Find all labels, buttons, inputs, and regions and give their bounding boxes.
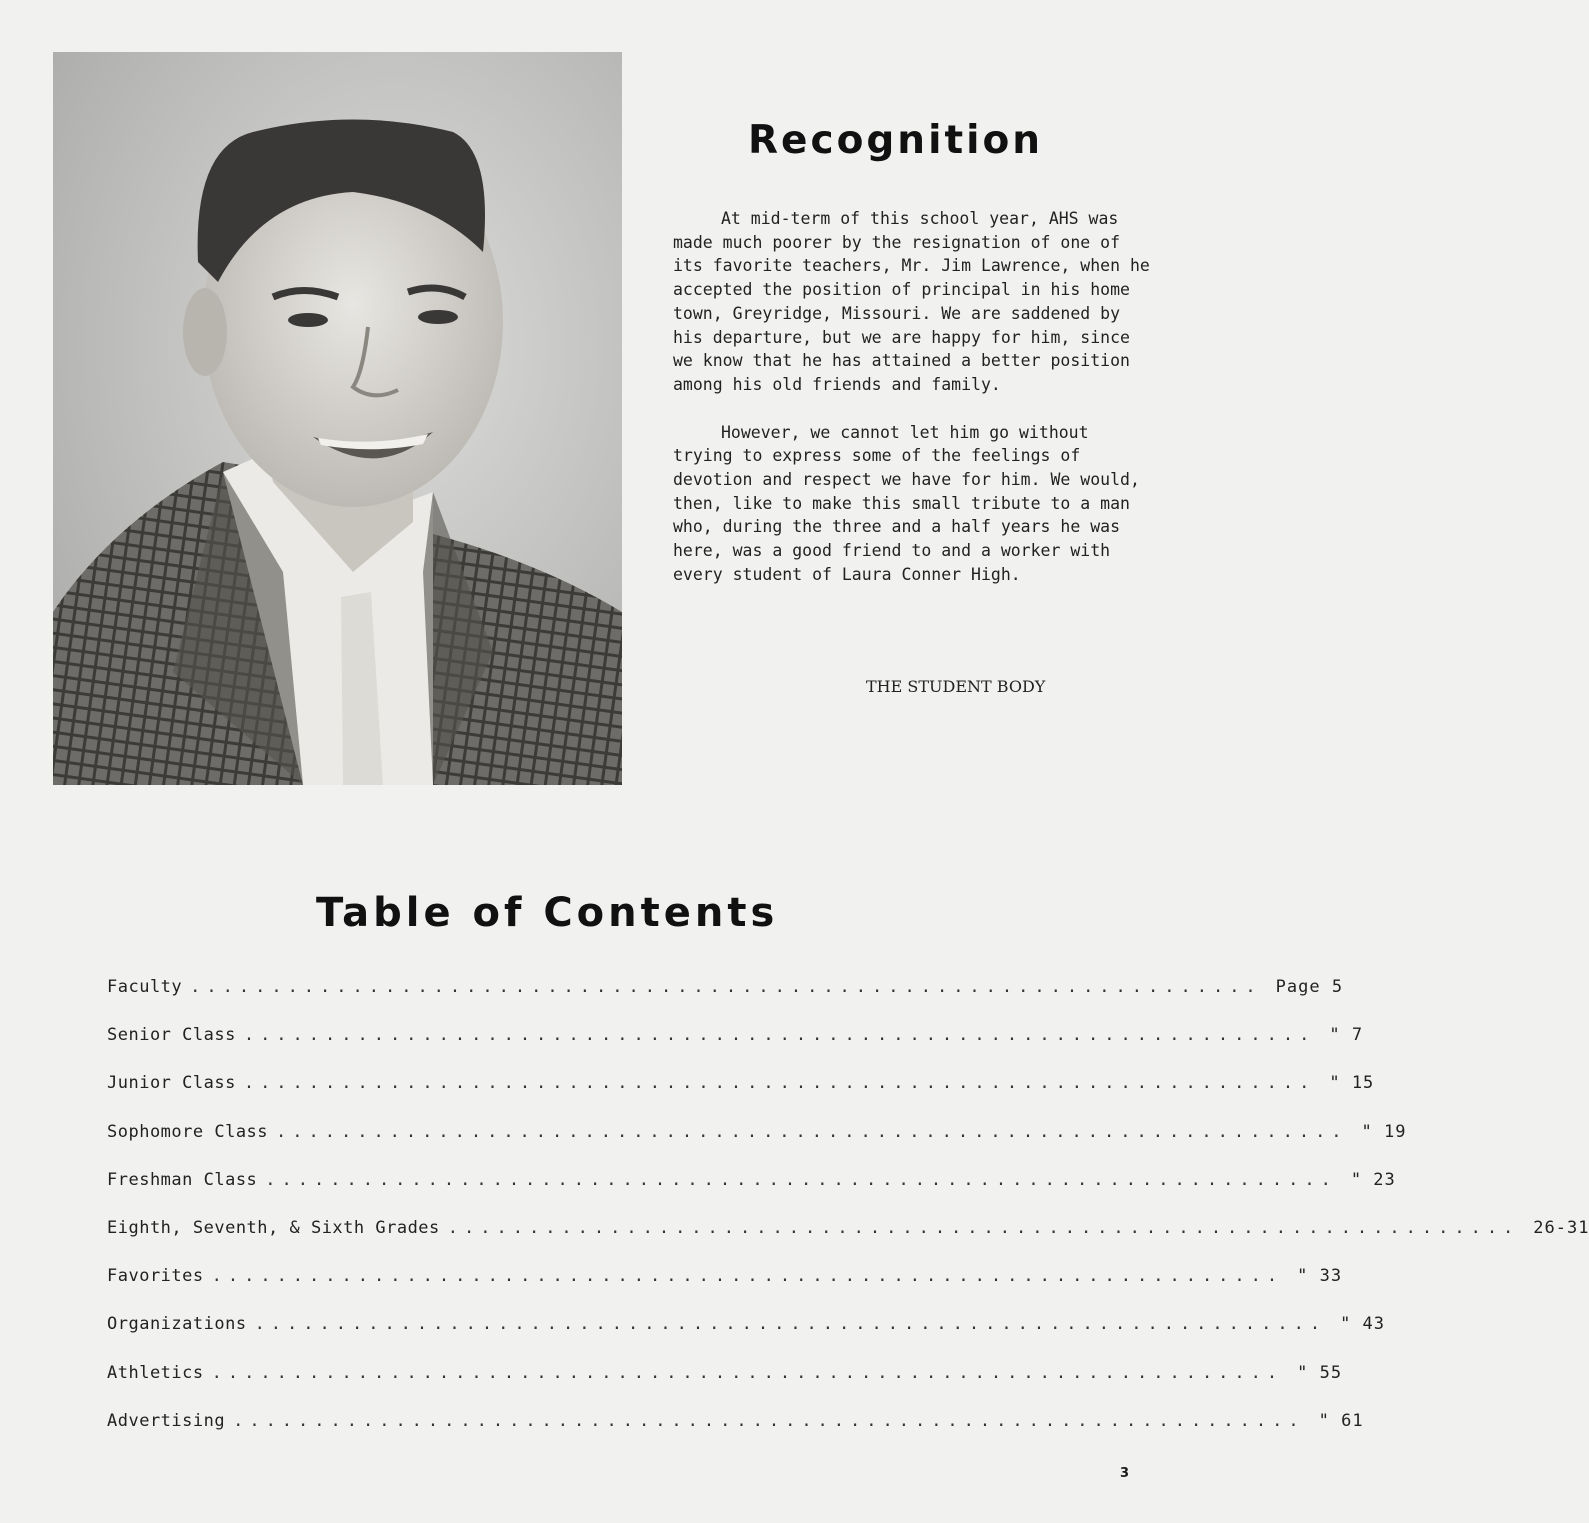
toc-entry-label: Sophomore Class <box>107 1121 269 1142</box>
toc-entry-label: Athletics <box>107 1362 204 1383</box>
toc-entry-page: " 23 <box>1350 1169 1396 1190</box>
toc-entry-page: " 55 <box>1297 1362 1343 1383</box>
toc-entry <box>107 1362 1343 1411</box>
toc-leader-dots: .................................................................. <box>211 1266 1284 1287</box>
toc-entry-label: Freshman Class <box>107 1169 258 1190</box>
toc-entry-label: Advertising <box>107 1410 226 1431</box>
signature: THE STUDENT BODY <box>866 677 1046 696</box>
toc-entry-page: " 19 <box>1361 1121 1407 1142</box>
toc-leader-dots: .................................................................. <box>265 1169 1337 1190</box>
toc-entry-page: Page 5 <box>1275 977 1344 997</box>
toc-entry <box>107 1314 1386 1362</box>
toc-entry <box>107 977 1344 1025</box>
toc-entry <box>107 1217 1589 1266</box>
recognition-body <box>673 207 1153 611</box>
toc-entry-page: " 33 <box>1297 1266 1343 1287</box>
toc-entry-page: " 15 <box>1329 1073 1375 1094</box>
toc-entry-page: " 43 <box>1340 1314 1386 1335</box>
toc-entry <box>107 1073 1375 1121</box>
toc-entry-page: 26-31 <box>1533 1217 1589 1238</box>
toc-leader-dots: .................................................................. <box>233 1410 1305 1431</box>
toc-entry <box>107 1410 1364 1459</box>
toc-entry-page: " 7 <box>1329 1025 1364 1046</box>
toc-leader-dots: .................................................................. <box>190 977 1262 997</box>
toc-entry-label: Senior Class <box>107 1025 236 1046</box>
recognition-title: Recognition <box>748 118 1044 163</box>
toc-leader-dots: .................................................................. <box>254 1314 1327 1335</box>
toc-entry-page: " 61 <box>1318 1410 1364 1431</box>
toc-leader-dots: .................................................................. <box>211 1362 1284 1383</box>
portrait-illustration <box>53 52 622 785</box>
toc-leader-dots: .................................................................. <box>276 1121 1348 1142</box>
toc-entry <box>107 1169 1396 1218</box>
portrait-photo <box>53 52 622 785</box>
toc-title: Table of Contents <box>316 890 779 936</box>
toc-entry-label: Eighth, Seventh, & Sixth Grades <box>107 1217 440 1238</box>
recognition-paragraph-2: However, we cannot let him go without trying to express some of the feelings of devotion and respect we have for him. We would, then, like to make this small tribute to a man who, during the three and a half years he was here, was a good friend to and a worker with every student of Laura Conner High. <box>673 422 1140 584</box>
toc-entry <box>107 1266 1343 1314</box>
recognition-paragraph-1: At mid-term of this school year, AHS was made much poorer by the resignation of one of its favorite teachers, Mr. Jim Lawrence, when he accepted the position of principal in his home town, Greyridge, Missouri. We are saddened by his departure, but we are happy for him, since we know that he has attained a better position among his old friends and family. <box>673 209 1150 394</box>
toc-entry <box>107 1121 1407 1170</box>
table-of-contents <box>107 977 1589 1459</box>
toc-leader-dots: .................................................................. <box>243 1025 1316 1046</box>
toc-entry-label: Favorites <box>107 1266 204 1287</box>
toc-leader-dots: .................................................................. <box>243 1073 1316 1094</box>
toc-entry-label: Organizations <box>107 1314 247 1335</box>
toc-entry-label: Junior Class <box>107 1073 236 1094</box>
toc-entry <box>107 1025 1364 1073</box>
page-number: 3 <box>1120 1466 1130 1481</box>
toc-entry-label: Faculty <box>107 977 183 997</box>
toc-leader-dots: .................................................................. <box>447 1217 1520 1238</box>
